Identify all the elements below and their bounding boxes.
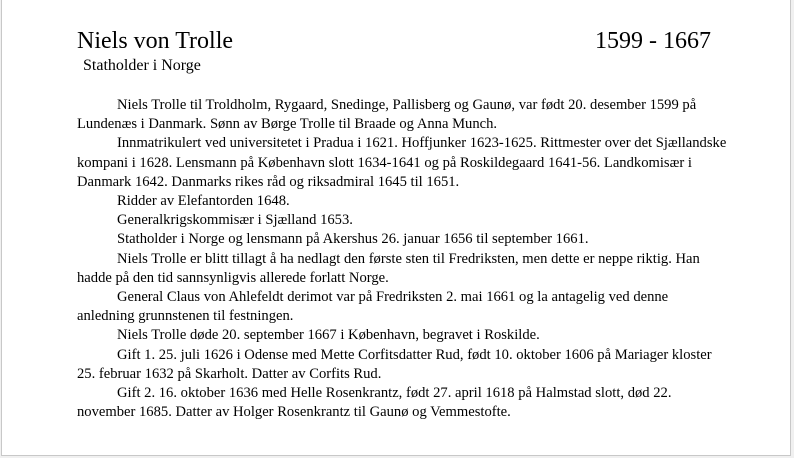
paragraph-marriage-2: Gift 2. 16. oktober 1636 med Helle Rosenkrantz, født 27. april 1618 på Halmstad slott, død 22. november 1685. Datter av Holger Rosenkrantz til Gaunø og Vemmestofte. xyxy=(77,385,672,421)
biography-text xyxy=(77,96,727,422)
document-page xyxy=(1,0,791,456)
paragraph-birth: Niels Trolle til Troldholm, Rygaard, Snedinge, Pallisberg og Gaunø, var født 20. desember 1599 på Lundenæs i Danmark. Sønn av Børge Trolle til Braade og Anna Munch. xyxy=(77,97,697,133)
paragraph-career: Innmatrikulert ved universitetet i Pradua i 1621. Hoffjunker 1623-1625. Rittmester over det Sjællandske kompani i 1628. Lensmann på København slott 1634-1641 og på Roskildegaard 1641-56. Landkomisær i Danmark 1642. Danmarks rikes råd og riksadmiral 1645 til 1651. xyxy=(77,135,727,190)
paragraph-fredriksten: Niels Trolle er blitt tillagt å ha nedlagt den første sten til Fredriksten, men dette er neppe riktig. Han hadde på den tid sannsynligvis allerede forlatt Norge. xyxy=(77,250,700,286)
life-years: 1599 - 1667 xyxy=(595,28,711,54)
paragraph-governor: Statholder i Norge og lensmann på Akershus 26. januar 1656 til september 1661. xyxy=(117,231,589,248)
paragraph-commissioner: Generalkrigskommisær i Sjælland 1653. xyxy=(117,212,353,229)
paragraph-order: Ridder av Elefantorden 1648. xyxy=(117,193,290,210)
paragraph-death: Niels Trolle døde 20. september 1667 i København, begravet i Roskilde. xyxy=(117,327,540,344)
page-title: Niels von Trolle xyxy=(77,28,234,54)
paragraph-marriage-1: Gift 1. 25. juli 1626 i Odense med Mette Corfitsdatter Rud, født 10. oktober 1606 på Mariager kloster 25. februar 1632 på Skarholt. Datter av Corfits Rud. xyxy=(77,346,712,382)
page-subtitle: Statholder i Norge xyxy=(83,57,201,74)
paragraph-ahlefeldt: General Claus von Ahlefeldt derimot var på Fredriksten 2. mai 1661 og la antagelig ved denne anledning grunnstenen til festningen. xyxy=(77,289,669,325)
